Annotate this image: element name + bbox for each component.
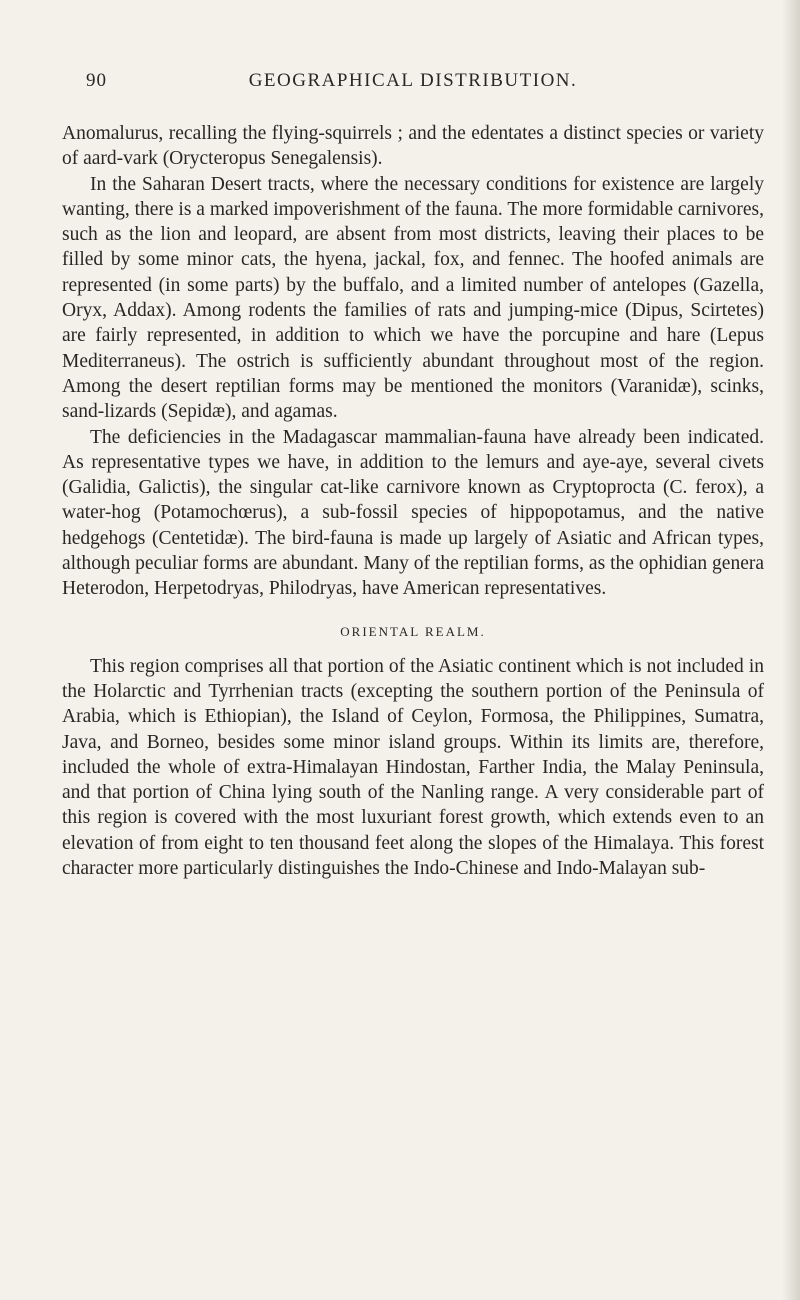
section-heading: ORIENTAL REALM. xyxy=(340,623,486,639)
page-number: 90 xyxy=(86,70,107,91)
paragraph: This region comprises all that portion of the Asiatic continent which is not included in the Holarctic and Tyrrhenian tracts (excepting the southern portion of the Peninsula of Arabia, which is Ethiopian), the Island of Ceylon, Formosa, the Philippines, Sumatra, Java, and Borneo, besides some minor island groups. Within its limits are, therefore, included the whole of extra-Himalayan Hindostan, Farther India, the Malay Peninsula, and that portion of China lying south of the Nanling range. A very considerable part of this region is covered with the most luxuriant forest growth, which extends even to an elevation of from eight to ten thousand feet along the slopes of the Himalaya. This forest character more particularly distinguishes the Indo-Chinese and Indo-Malayan sub- xyxy=(62,655,764,880)
body-text xyxy=(62,121,764,881)
running-head xyxy=(62,70,764,102)
page-edge-shadow xyxy=(782,0,800,1300)
paragraph: The deficiencies in the Madagascar mammalian-fauna have already been indicated. As representative types we have, in addition to the lemurs and aye-aye, several civets (Galidia, Galictis), the singular cat-like carnivore known as Cryptoprocta (C. ferox), a water-hog (Potamochœrus), a sub-fossil species of hippopotamus, and the native hedgehogs (Centetidæ). The bird-fauna is made up largely of Asiatic and African types, although peculiar forms are abundant. Many of the reptilian forms, as the ophidian genera Heterodon, Herpetodryas, Philodryas, have American representatives. xyxy=(62,426,764,600)
book-page xyxy=(62,70,764,881)
running-title: GEOGRAPHICAL DISTRIBUTION. xyxy=(248,70,578,91)
paragraph: Anomalurus, recalling the flying-squirrels ; and the edentates a distinct species or variety of aard-vark (Orycteropus Senegalensis). xyxy=(62,123,764,170)
paragraph: In the Saharan Desert tracts, where the necessary conditions for existence are largely wanting, there is a marked impoverishment of the fauna. The more formidable carnivores, such as the lion and leopard, are absent from most districts, leaving their places to be filled by some minor cats, the hyena, jackal, fox, and fennec. The hoofed animals are represented (in some parts) by the buffalo, and a limited number of antelopes (Gazella, Oryx, Addax). Among rodents the families of rats and jumping-mice (Dipus, Scirtetes) are fairly represented, in addition to which we have the porcupine and hare (Lepus Mediterraneus). The ostrich is sufficiently abundant throughout most of the region. Among the desert reptilian forms may be mentioned the monitors (Varanidæ), scinks, sand-lizards (Sepidæ), and agamas. xyxy=(62,173,764,423)
